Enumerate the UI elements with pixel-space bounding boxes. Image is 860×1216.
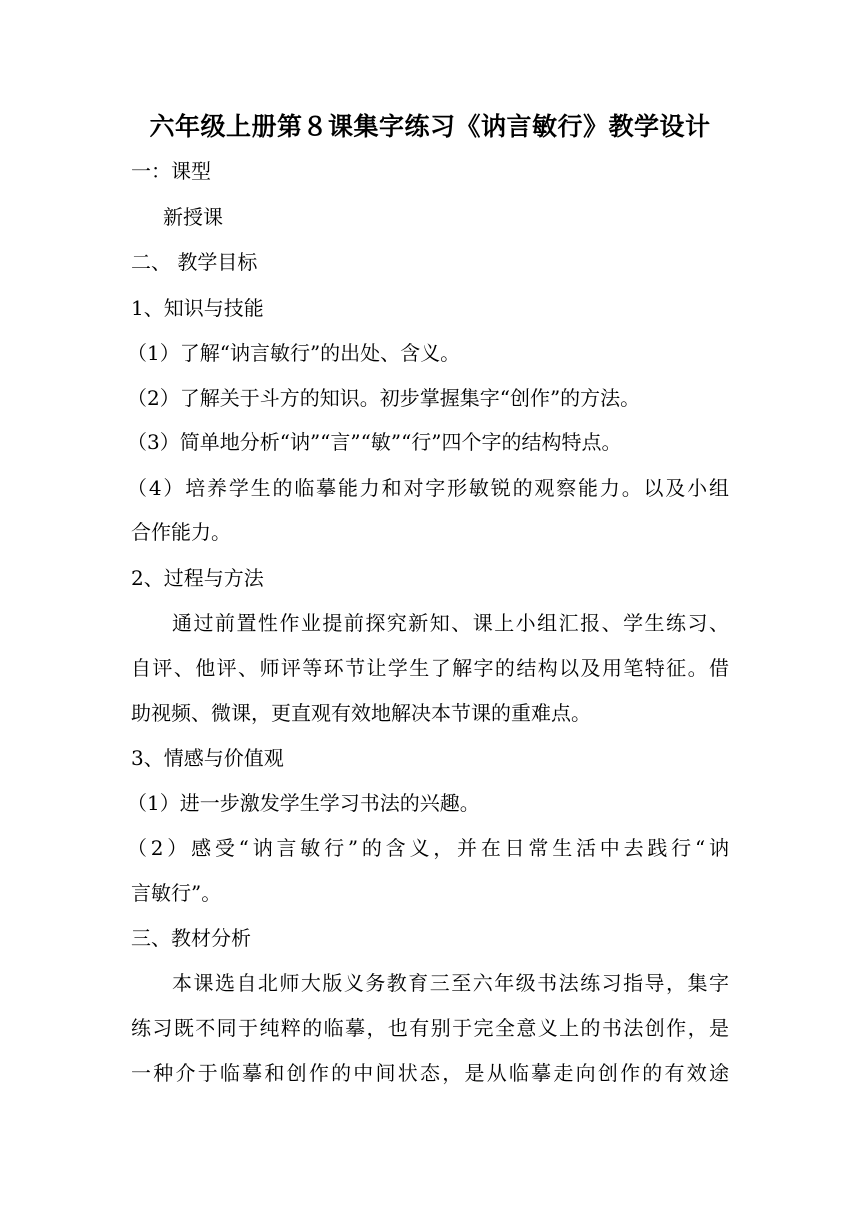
objective-item-2: （2）了解关于斗方的知识。初步掌握集字“创作”的方法。 (127, 386, 641, 410)
document-title: 六年级上册第８课集字练习《讷言敏行》教学设计 (149, 112, 711, 141)
objective-item-3: （3）简单地分析“讷”“言”“敏”“行”四个字的结构特点。 (127, 430, 622, 454)
analysis-paragraph-line-2: 练习既不同于纯粹的临摹，也有别于完全意义上的书法创作，是 (131, 1016, 729, 1040)
subheading-knowledge-skills: 1、知识与技能 (131, 296, 264, 320)
section-heading-objectives: 二、 教学目标 (131, 250, 258, 274)
objective-item-4-line-1: （4）培养学生的临摹能力和对字形敏锐的观察能力。以及小组 (127, 476, 729, 500)
emotion-item-2-line-1: （2）感受“讷言敏行”的含义，并在日常生活中去践行“讷 (127, 836, 729, 860)
process-paragraph-line-3: 助视频、微课，更直观有效地解决本节课的重难点。 (131, 701, 591, 725)
lesson-type-value: 新授课 (163, 205, 223, 229)
subheading-emotion-values: 3、情感与价值观 (131, 746, 284, 770)
objective-item-4-line-2: 合作能力。 (131, 520, 231, 544)
emotion-item-2-line-2: 言敏行”。 (131, 881, 222, 905)
analysis-paragraph-line-3: 一种介于临摹和创作的中间状态，是从临摹走向创作的有效途 (131, 1061, 729, 1085)
subheading-process-method: 2、过程与方法 (131, 566, 264, 590)
section-heading-lesson-type: 一：课型 (131, 159, 211, 183)
process-paragraph-line-2: 自评、他评、师评等环节让学生了解字的结构以及用笔特征。借 (131, 656, 729, 680)
section-heading-textbook-analysis: 三、教材分析 (131, 926, 251, 950)
objective-item-1: （1）了解“讷言敏行”的出处、含义。 (127, 341, 461, 365)
analysis-paragraph-line-1: 本课选自北师大版义务教育三至六年级书法练习指导，集字 (172, 971, 729, 995)
emotion-item-1: （1）进一步激发学生学习书法的兴趣。 (127, 791, 480, 815)
process-paragraph-line-1: 通过前置性作业提前探究新知、课上小组汇报、学生练习、 (172, 611, 729, 635)
